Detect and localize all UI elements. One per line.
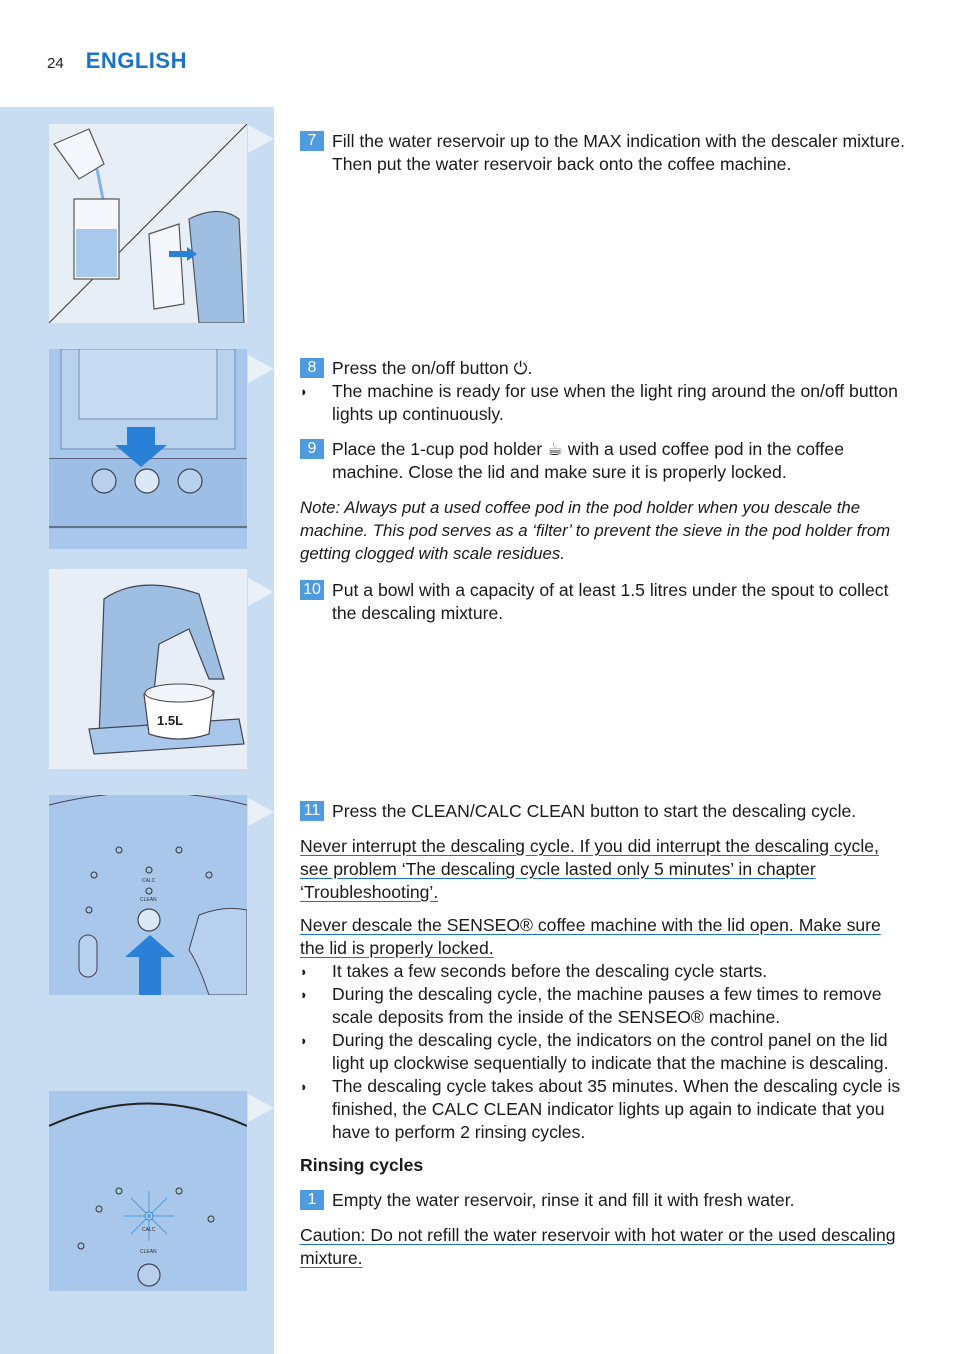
svg-text:CLEAN: CLEAN <box>140 1249 157 1255</box>
step-text: Put a bowl with a capacity of at least 1.5 litres under the spout to collect the descaling mixture. <box>332 580 889 623</box>
pointer-notch <box>248 125 274 153</box>
svg-text:CLEAN: CLEAN <box>140 897 157 903</box>
page-header <box>47 48 187 74</box>
pointer-notch <box>248 1094 274 1122</box>
steps-8-9-block <box>300 357 910 637</box>
page-number: 24 <box>47 55 64 72</box>
step-number: 10 <box>300 580 324 600</box>
illustration-bowl-under-spout <box>49 569 247 769</box>
pointer-notch <box>248 578 274 606</box>
step-11-block <box>300 800 910 1280</box>
bullet-mark: ◗ <box>300 987 308 1002</box>
bowl-capacity-label: 1.5L <box>157 713 184 728</box>
step-text: Place the 1-cup pod holder ☕ with a used coffee pod in the coffee machine. Close the lid and make sure it is properly locked. <box>332 439 845 482</box>
bullet-text: During the descaling cycle, the machine pauses a few times to remove scale deposits from the inside of the SENSEO® machine. <box>332 984 882 1027</box>
note <box>300 496 910 565</box>
step-10 <box>300 579 910 625</box>
step-7-block <box>300 130 910 188</box>
bullet-mark: ◗ <box>300 1079 308 1094</box>
step-7 <box>300 130 910 176</box>
step-text: Press the on/off button ⏻. <box>332 358 533 378</box>
step-9 <box>300 438 910 484</box>
note-label: Note: <box>300 498 341 517</box>
bullet-text: The machine is ready for use when the light ring around the on/off button lights up continuously. <box>332 381 898 424</box>
illustration-fill-reservoir <box>49 124 247 323</box>
step-text: Empty the water reservoir, rinse it and fill it with fresh water. <box>332 1190 795 1210</box>
illustration-indicator-lights <box>49 1091 247 1291</box>
step-number: 7 <box>300 131 324 151</box>
step-number: 9 <box>300 439 324 459</box>
bullet-mark: ◗ <box>300 1033 308 1048</box>
bullet-item <box>300 380 910 426</box>
caution-refill: Caution: Do not refill the water reservoir with hot water or the used descaling mixture. <box>300 1225 896 1268</box>
step-number: 11 <box>300 801 324 821</box>
bullet-item <box>300 1029 910 1075</box>
bullet-text: The descaling cycle takes about 35 minutes. When the descaling cycle is finished, the CALC CLEAN indicator lights up again to indicate that you have to perform 2 rinsing cycles. <box>332 1076 901 1142</box>
note-text: Always put a used coffee pod in the pod holder when you descale the machine. This pod serves as a ‘filter’ to prevent the sieve in the pod holder from getting clogged with scale residues. <box>300 498 891 563</box>
step-number: 1 <box>300 1190 324 1210</box>
warning-lid-open: Never descale the SENSEO® coffee machine with the lid open. Make sure the lid is properly locked. <box>300 915 881 958</box>
warning-interrupt: Never interrupt the descaling cycle. If you did interrupt the descaling cycle, see problem ‘The descaling cycle lasted only 5 minutes’ in chapter ‘Troubleshooting’. <box>300 836 879 902</box>
step-11 <box>300 800 910 823</box>
bullet-item <box>300 1075 910 1144</box>
svg-text:CALC: CALC <box>142 878 156 884</box>
bullet-text: It takes a few seconds before the descaling cycle starts. <box>332 961 768 981</box>
rinsing-heading: Rinsing cycles <box>300 1155 424 1175</box>
pointer-notch <box>248 355 274 383</box>
step-number: 8 <box>300 358 324 378</box>
bullet-mark: ◗ <box>300 384 308 399</box>
step-8 <box>300 357 910 380</box>
illustration-onoff-button <box>49 349 247 549</box>
pointer-notch <box>248 798 274 826</box>
bullet-item <box>300 983 910 1029</box>
illustration-clean-button <box>49 795 247 995</box>
step-text: Fill the water reservoir up to the MAX indication with the descaler mixture. Then put the water reservoir back onto the coffee machine. <box>332 131 906 174</box>
bullet-item <box>300 960 910 983</box>
language-heading: ENGLISH <box>85 48 187 73</box>
bullet-text: During the descaling cycle, the indicators on the control panel on the lid light up clockwise sequentially to indicate that the machine is descaling. <box>332 1030 889 1073</box>
step-text: Press the CLEAN/CALC CLEAN button to start the descaling cycle. <box>332 801 857 821</box>
svg-text:CALC: CALC <box>142 1227 156 1233</box>
rinse-step-1 <box>300 1189 910 1212</box>
bullet-mark: ◗ <box>300 964 308 979</box>
